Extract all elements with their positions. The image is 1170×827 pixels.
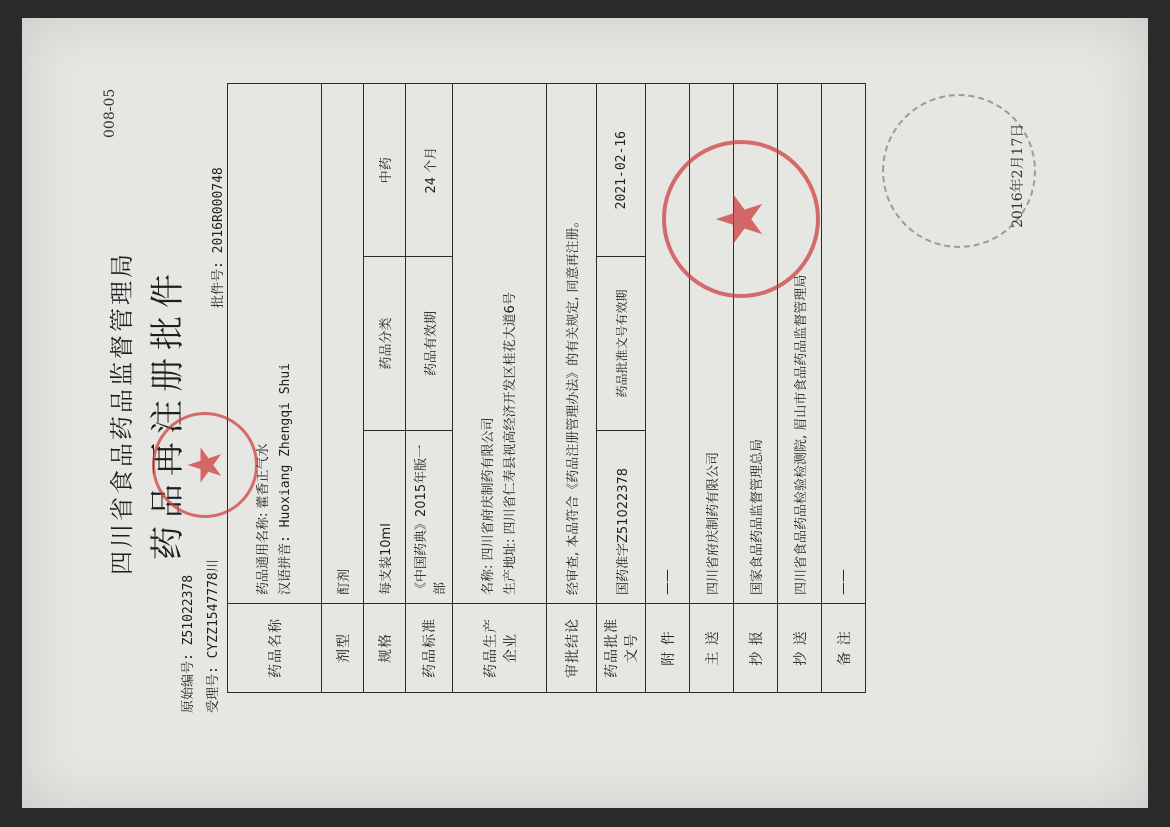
label-dosage-form: 剂型: [322, 604, 364, 693]
star-icon: ★: [704, 190, 778, 248]
document-paper: [22, 18, 1148, 808]
label-copy-to: 抄 送: [778, 604, 822, 693]
drug-category-value: 中药: [364, 84, 406, 257]
conclusion-value: 经审查, 本品符合《药品注册管理办法》的有关规定, 同意再注册。: [547, 84, 597, 604]
label-attachment: 附 件: [646, 604, 690, 693]
main-recipient-value: 四川省府庆制药有限公司: [690, 84, 734, 604]
label-manufacturer: 药品生产企业: [453, 604, 547, 693]
approval-document-number: 批件号: 2016R000748: [211, 167, 226, 308]
original-number: 原始编号: Z51022378: [181, 574, 196, 713]
document-title: 药品再注册批件: [148, 266, 188, 560]
company-stamp-icon: [152, 412, 258, 518]
manufacturer-name: 名称: 四川省府庆制药有限公司: [480, 417, 496, 595]
label-specification: 规格: [364, 604, 406, 693]
label-approval-validity: 药品批准文号有效期: [597, 257, 646, 430]
validity-value: 24 个月: [406, 84, 453, 257]
label-remarks: 备 注: [822, 604, 866, 693]
remarks-value: ——: [822, 84, 866, 604]
label-drug-standard: 药品标准: [406, 604, 453, 693]
label-validity: 药品有效期: [406, 257, 453, 430]
drug-standard-value: 《中国药典》2015年版一部: [406, 430, 453, 603]
attachment-value: ——: [646, 84, 690, 604]
generic-name: 药品通用名称: 藿香正气水: [255, 443, 271, 595]
label-main-recipient: 主 送: [690, 604, 734, 693]
specification-value: 每支装10ml: [364, 430, 406, 603]
official-seal-icon: [662, 140, 820, 298]
label-conclusion: 审批结论: [547, 604, 597, 693]
label-approval-number: 药品批准文号: [597, 604, 646, 693]
report-copy-value: 国家食品药品监督管理总局: [734, 84, 778, 604]
copy-to-value: 四川省食品药品检验检测院, 眉山市食品药品监督管理局: [778, 84, 822, 604]
label-drug-name: 药品名称: [228, 604, 322, 693]
approval-validity-value: 2021-02-16: [597, 84, 646, 257]
label-drug-category: 药品分类: [364, 257, 406, 430]
approval-number-value: 国药准字Z51022378: [597, 430, 646, 603]
agency-name: 四川省食品药品监督管理局: [108, 251, 136, 575]
margin-note: 008-05: [102, 88, 118, 138]
manufacturer-address: 生产地址: 四川省仁寿县视高经济开发区桂花大道6号: [502, 292, 518, 595]
acceptance-number: 受理号: CYZZ1547778川: [206, 559, 221, 713]
dosage-form-value: 酊剂: [322, 84, 364, 604]
pinyin-name: 汉语拼音: Huoxiang Zhengqi Shui: [277, 362, 293, 595]
document-sheet: [22, 18, 1148, 808]
label-report-copy: 抄 报: [734, 604, 778, 693]
issue-date: 2016年2月17日: [1010, 123, 1026, 228]
star-icon: ★: [178, 444, 232, 486]
